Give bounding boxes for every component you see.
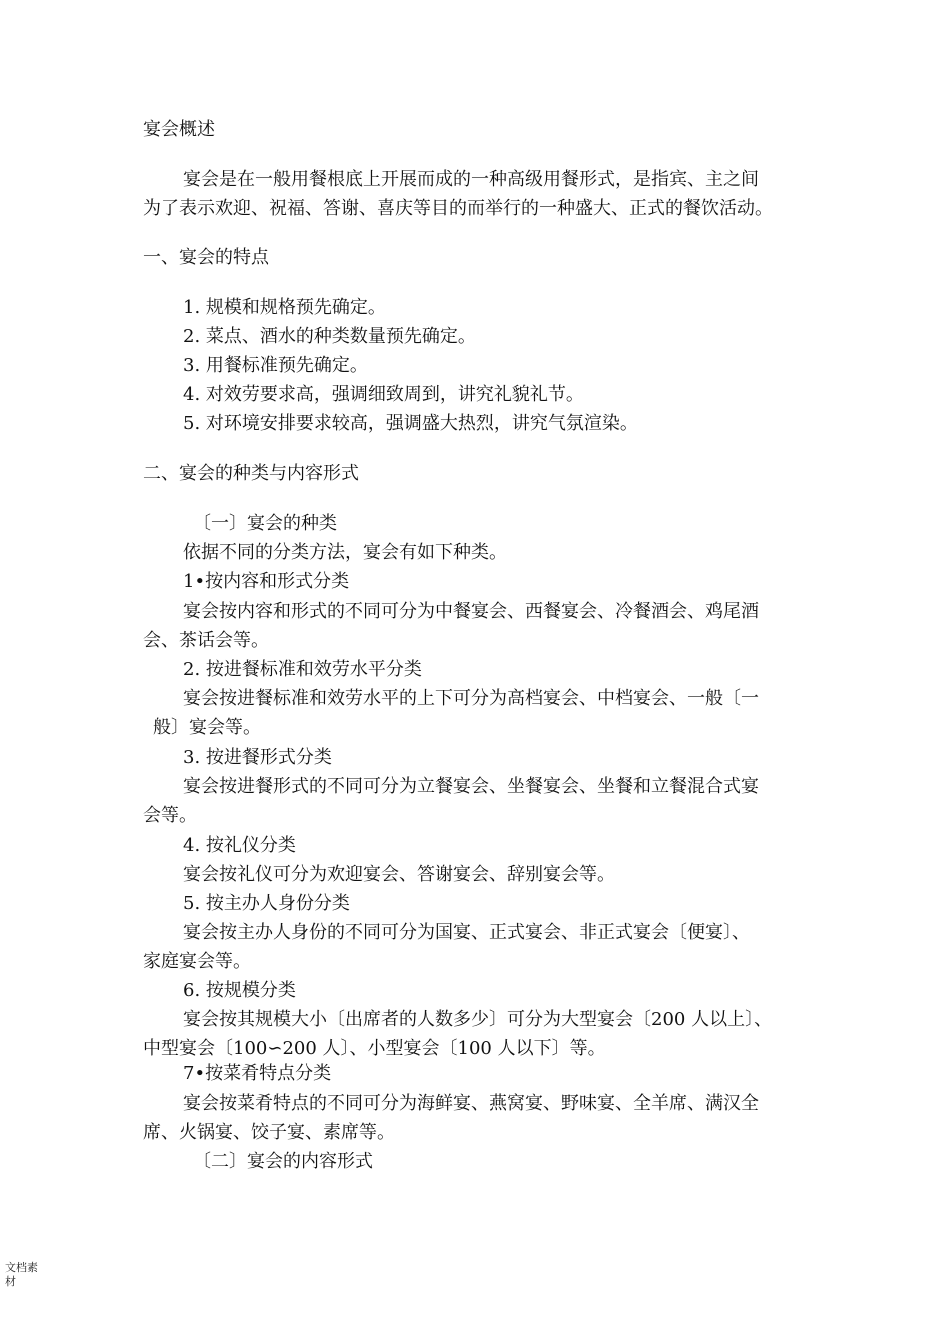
category-6-title: 6. 按规模分类 bbox=[183, 980, 296, 1001]
intro-line-2: 为了表示欢迎、祝福、答谢、喜庆等目的而举行的一种盛大、正式的餐饮活动。 bbox=[143, 198, 773, 219]
category-5-title: 5. 按主办人身份分类 bbox=[183, 893, 350, 914]
feature-item-5: 5. 对环境安排要求较高，强调盛大热烈，讲究气氛渲染。 bbox=[183, 413, 638, 434]
document-title: 宴会概述 bbox=[143, 119, 215, 140]
category-3-line-2: 会等。 bbox=[143, 805, 197, 826]
category-6-line-2: 中型宴会〔100∽200 人〕、小型宴会〔100 人以下〕等。 bbox=[143, 1038, 606, 1059]
footer-label-line-1: 文档素 bbox=[5, 1261, 38, 1274]
category-7-title: 7•按菜肴特点分类 bbox=[183, 1063, 332, 1084]
section-2-heading: 二、宴会的种类与内容形式 bbox=[143, 463, 359, 484]
subsection-1-lead: 依据不同的分类方法，宴会有如下种类。 bbox=[183, 542, 507, 563]
category-3-line-1: 宴会按进餐形式的不同可分为立餐宴会、坐餐宴会、坐餐和立餐混合式宴 bbox=[183, 776, 759, 797]
category-3-title: 3. 按进餐形式分类 bbox=[183, 747, 332, 768]
feature-item-2: 2. 菜点、酒水的种类数量预先确定。 bbox=[183, 326, 476, 347]
subsection-2-heading: 〔二〕宴会的内容形式 bbox=[193, 1151, 373, 1172]
category-1-line-2: 会、茶话会等。 bbox=[143, 630, 269, 651]
subsection-1-heading: 〔一〕宴会的种类 bbox=[193, 513, 337, 534]
category-2-title: 2. 按进餐标准和效劳水平分类 bbox=[183, 659, 422, 680]
category-4-title: 4. 按礼仪分类 bbox=[183, 835, 296, 856]
category-1-title: 1•按内容和形式分类 bbox=[183, 571, 350, 592]
category-2-line-1: 宴会按进餐标准和效劳水平的上下可分为高档宴会、中档宴会、一般〔一 bbox=[183, 688, 759, 709]
category-4-line-1: 宴会按礼仪可分为欢迎宴会、答谢宴会、辞别宴会等。 bbox=[183, 864, 615, 885]
footer-label-line-2: 材 bbox=[5, 1275, 16, 1288]
feature-item-1: 1. 规模和规格预先确定。 bbox=[183, 297, 386, 318]
intro-line-1: 宴会是在一般用餐根底上开展而成的一种高级用餐形式，是指宾、主之间 bbox=[183, 169, 759, 190]
category-7-line-1: 宴会按菜肴特点的不同可分为海鲜宴、燕窝宴、野味宴、全羊席、满汉全 bbox=[183, 1093, 759, 1114]
category-5-line-2: 家庭宴会等。 bbox=[143, 951, 251, 972]
feature-item-4: 4. 对效劳要求高，强调细致周到，讲究礼貌礼节。 bbox=[183, 384, 584, 405]
category-7-line-2: 席、火锅宴、饺子宴、素席等。 bbox=[143, 1122, 395, 1143]
category-2-line-2: 般〕宴会等。 bbox=[153, 717, 261, 738]
section-1-heading: 一、宴会的特点 bbox=[143, 247, 269, 268]
category-1-line-1: 宴会按内容和形式的不同可分为中餐宴会、西餐宴会、冷餐酒会、鸡尾酒 bbox=[183, 601, 759, 622]
category-6-line-1: 宴会按其规模大小〔出席者的人数多少〕可分为大型宴会〔200 人以上〕、 bbox=[183, 1009, 773, 1030]
feature-item-3: 3. 用餐标准预先确定。 bbox=[183, 355, 368, 376]
category-5-line-1: 宴会按主办人身份的不同可分为国宴、正式宴会、非正式宴会〔便宴〕、 bbox=[183, 922, 750, 943]
